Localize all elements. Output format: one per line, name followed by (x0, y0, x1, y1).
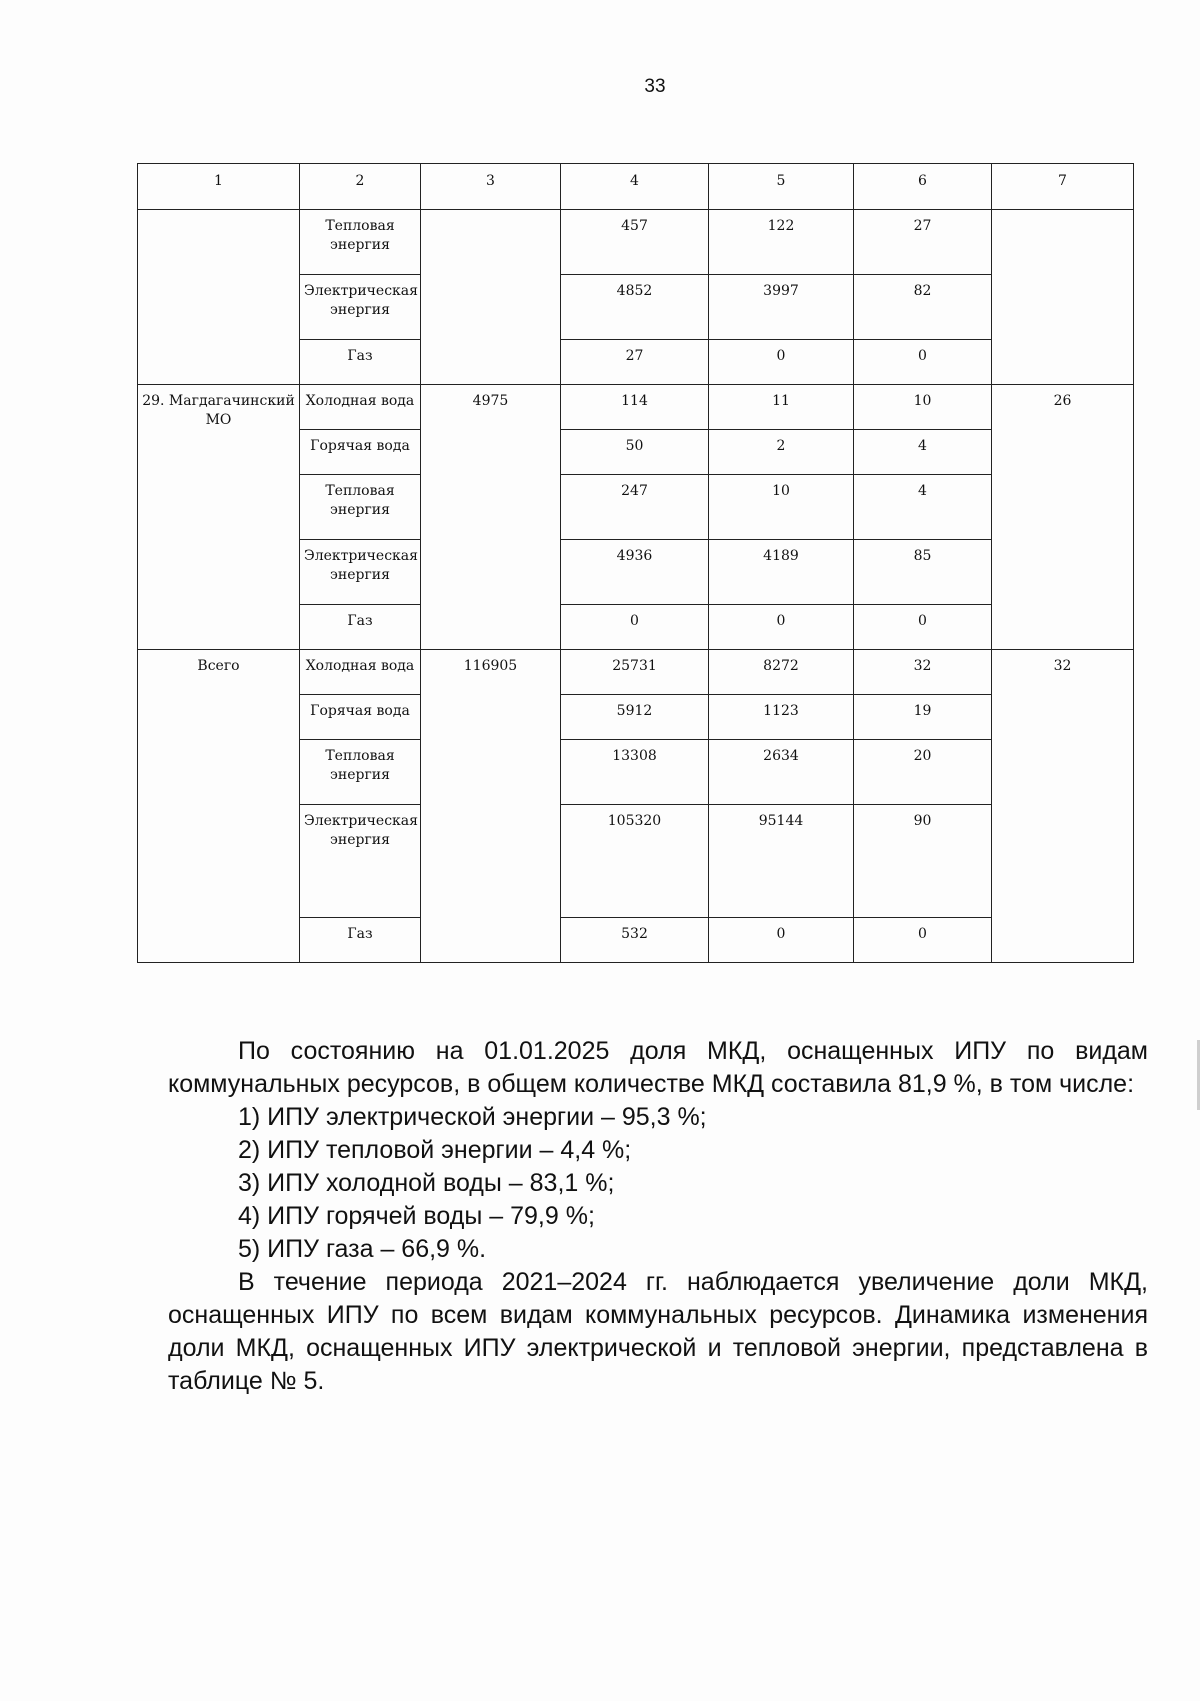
value-cell: 19 (854, 695, 992, 740)
value-cell: 13308 (561, 740, 709, 805)
value-cell: 105320 (561, 805, 709, 918)
list-item: 1) ИПУ электрической энергии – 95,3 %; (238, 1103, 707, 1131)
last-column-cell: 26 (992, 385, 1134, 650)
resource-cell: Электрическая энергия (300, 540, 421, 605)
total-cell: 4975 (421, 385, 561, 650)
resource-cell: Тепловая энергия (300, 740, 421, 805)
total-cell: 116905 (421, 650, 561, 963)
paragraph: По состоянию на 01.01.2025 доля МКД, оснащенных ИПУ по видам коммунальных ресурсов, в общем количестве МКД составила 81,9 %, в том числе: (168, 1037, 1148, 1098)
value-cell: 532 (561, 918, 709, 963)
value-cell: 3997 (709, 275, 854, 340)
last-column-cell (992, 210, 1134, 385)
value-cell: 4 (854, 475, 992, 540)
body-text (168, 1035, 1148, 1398)
value-cell: 27 (561, 340, 709, 385)
value-cell: 0 (709, 340, 854, 385)
value-cell: 457 (561, 210, 709, 275)
value-cell: 0 (854, 605, 992, 650)
meter-table (137, 163, 1134, 963)
value-cell: 247 (561, 475, 709, 540)
value-cell: 27 (854, 210, 992, 275)
value-cell: 25731 (561, 650, 709, 695)
value-cell: 5912 (561, 695, 709, 740)
municipality-cell (138, 210, 300, 385)
table-row (138, 385, 1134, 430)
value-cell: 0 (709, 605, 854, 650)
resource-cell: Газ (300, 918, 421, 963)
value-cell: 95144 (709, 805, 854, 918)
municipality-cell: 29. Магдагачинский МО (138, 385, 300, 650)
paragraph: В течение периода 2021–2024 гг. наблюдается увеличение доли МКД, оснащенных ИПУ по всем видам коммунальных ресурсов. Динамика изменения доли МКД, оснащенных ИПУ электрической и тепловой энергии, представлена в таблице № 5. (168, 1268, 1148, 1395)
resource-cell: Холодная вода (300, 385, 421, 430)
value-cell: 122 (709, 210, 854, 275)
list-item: 4) ИПУ горячей воды – 79,9 %; (238, 1202, 595, 1230)
header-cell: 5 (709, 164, 854, 210)
header-cell: 3 (421, 164, 561, 210)
header-cell: 1 (138, 164, 300, 210)
header-cell: 4 (561, 164, 709, 210)
value-cell: 11 (709, 385, 854, 430)
table-header-row (138, 164, 1134, 210)
value-cell: 10 (854, 385, 992, 430)
value-cell: 1123 (709, 695, 854, 740)
value-cell: 90 (854, 805, 992, 918)
value-cell: 2634 (709, 740, 854, 805)
value-cell: 2 (709, 430, 854, 475)
total-cell (421, 210, 561, 385)
value-cell: 10 (709, 475, 854, 540)
value-cell: 20 (854, 740, 992, 805)
value-cell: 0 (561, 605, 709, 650)
value-cell: 0 (709, 918, 854, 963)
municipality-cell: Всего (138, 650, 300, 963)
table-row (138, 210, 1134, 275)
resource-cell: Электрическая энергия (300, 275, 421, 340)
list-item: 2) ИПУ тепловой энергии – 4,4 %; (238, 1136, 632, 1164)
resource-cell: Холодная вода (300, 650, 421, 695)
last-column-cell: 32 (992, 650, 1134, 963)
value-cell: 4936 (561, 540, 709, 605)
resource-cell: Электрическая энергия (300, 805, 421, 918)
value-cell: 0 (854, 918, 992, 963)
list-item: 5) ИПУ газа – 66,9 %. (238, 1235, 487, 1263)
value-cell: 85 (854, 540, 992, 605)
value-cell: 4852 (561, 275, 709, 340)
resource-cell: Газ (300, 605, 421, 650)
value-cell: 32 (854, 650, 992, 695)
resource-cell: Газ (300, 340, 421, 385)
header-cell: 7 (992, 164, 1134, 210)
value-cell: 50 (561, 430, 709, 475)
resource-cell: Горячая вода (300, 430, 421, 475)
resource-cell: Горячая вода (300, 695, 421, 740)
value-cell: 82 (854, 275, 992, 340)
resource-cell: Тепловая энергия (300, 210, 421, 275)
value-cell: 4 (854, 430, 992, 475)
value-cell: 8272 (709, 650, 854, 695)
resource-cell: Тепловая энергия (300, 475, 421, 540)
value-cell: 114 (561, 385, 709, 430)
table-row (138, 650, 1134, 695)
page-number: 33 (644, 76, 666, 97)
value-cell: 0 (854, 340, 992, 385)
list-item: 3) ИПУ холодной воды – 83,1 %; (238, 1169, 615, 1197)
header-cell: 6 (854, 164, 992, 210)
value-cell: 4189 (709, 540, 854, 605)
header-cell: 2 (300, 164, 421, 210)
